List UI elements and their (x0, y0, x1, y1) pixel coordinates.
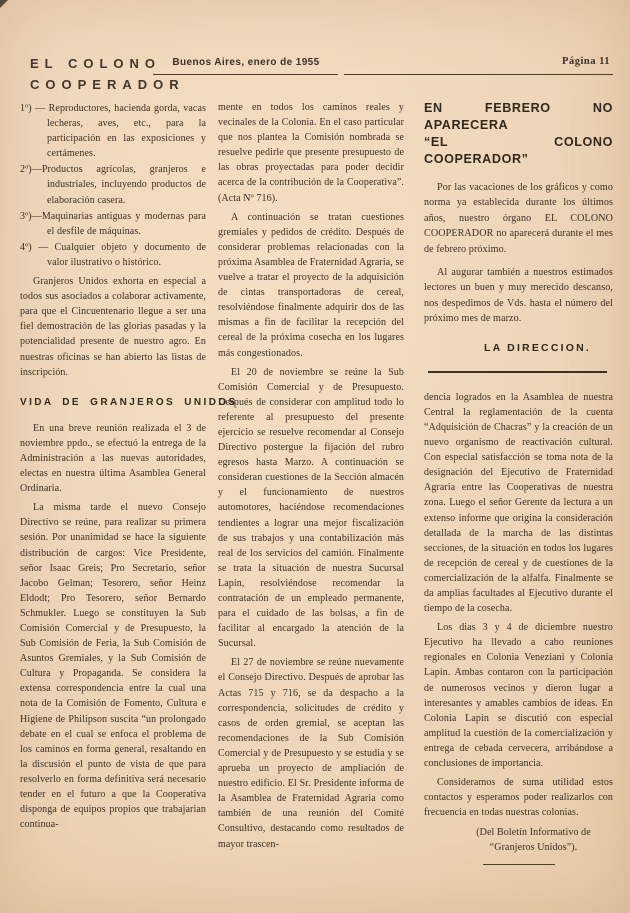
section-heading-vida: VIDA DE GRANJEROS UNIDOS (20, 396, 238, 408)
column-1 (20, 100, 238, 832)
paragraph-contactos: Consideramos de suma utilidad estos contactos y esperamos poder realizarlos con frecuencia en todas nuestras colonias. (424, 777, 613, 819)
list-item-3: 3º)—Maquinarias antiguas y modernas para el desfile de máquinas. (20, 210, 206, 237)
list-item-2: 2º)—Productos agrícolas, granjeros e industriales, incluyendo productos de elaboración casera. (20, 164, 206, 206)
notice-title-line1: EN FEBRERO NO APARECERA (424, 101, 613, 132)
notice-title-line2: “EL COLONO COOPERADOR” (424, 135, 613, 166)
notice-signature: LA DIRECCION. (484, 341, 591, 354)
paragraph-reunion: En una breve reunión realizada el 3 de noviembre ppdo., se efectuó la entrega de la Administración a las nuevas autoridades, electas en nuestra última Asamblea General Ordinaria. (20, 422, 206, 495)
paragraph-20-noviembre: El 20 de noviembre se reúne la Sub Comisión Comercial y de Presupuesto. Después de considerar con amplitud todo lo referente al presupuesto del presente ejercicio se resuelve recomendar al Consejo Directivo postergue la fijación del rubro egresos hasta Marzo. A continuación se consideran cuestiones de la Sección almacén y el funcionamiento de nuestros automotores, haciéndose recomendaciones tendientes a lograr una mejor fiscalización de sus trabajos y una contabilización más real de los servicios del camión. Finalmente se trata la situación de nuestra Sucursal Lapin, resolviéndose recomendar la contratación de un empleado permanente, para el cuidado de las bolsas, a fin de facilitar al encargado la atención de la Sucursal. (218, 366, 404, 650)
column-2 (218, 100, 404, 852)
page-number: Página 11 (562, 56, 610, 67)
dateline: Buenos Aires, enero de 1955 (172, 57, 320, 68)
paragraph-consejo: La misma tarde el nuevo Consejo Directivo se reúne, para realizar su primera sesión. Por unanimidad se hace la siguiente distribución de cargos: Vice Presidente, señor Isaac Greis; Pro Secretario, señor Jacobo Gelman; Tesorero, señor Heinz Eldodt; Pro Tesorero, señor Bernardo Schmukler. Luego se constituyen la Sub Comisión Comercial y de Presupuesto, la Sub Comisión de Feria, la Sub Comisión de Asuntos Gremiales, y la Sub Comisión de Cultura y Propaganda. Se considera la extensa correspondencia entre la cual una nota de la Comisión de Fomento, Cultura e Higiene de Philipson suscita “un prolongado debate en el cual se enfoca el problema de los caminos en forma general, resaltando en la discusión el punto de vista de que para resolverlo en forma definitiva será necesario tender en el futuro a que la Cooperativa disponga de equipos propios que trabajarian continua- (20, 502, 206, 831)
list-item-1: 1º) — Reproductores, hacienda gorda, vacas lecheras, aves, etc., para la participación en las exposiciones y certámenes. (20, 103, 206, 160)
masthead-line2: COOPERADOR (30, 77, 185, 92)
paragraph-asamblea-central: dencia logrados en la Asamblea de nuestra Central la reglamentación de la cuenta “Adquisición de Chacras” y la creación de un nuevo organismo de reactivación cultural. Con especial satisfacción se toma nota de la designación del Ejecutivo de Fraternidad Agraria entre las Cooperativas de nuestra zona. Luego el señor Gerente da lectura a un extenso informe que origina la consideración detallada de la marcha de las distintas secciones, de la situación en todos los lugares de recepción de cereal y de cuestiones de la comercialización de la alfalfa. Finalmente se da amplias facultades al Ejecutivo durante el tiempo de la cosecha. (424, 391, 613, 615)
masthead-line1: EL COLONO (30, 56, 162, 71)
list-item-4: 4º) — Cualquier objeto y documento de valor ilustrativo o histórico. (20, 241, 206, 268)
article-end-rule (483, 864, 555, 865)
notice-paragraph-2: Al augurar también a nuestros estimados lectores un buen y muy merecido descanso, nos despedimos de Vds. hasta el número del próximo mes de marzo. (424, 267, 613, 325)
notice-paragraph-1: Por las vacaciones de los gráficos y como norma ya establecida durante los últimos años, nuestro órgano EL COLONO COOPERADOR no aparecerá durante el mes de febrero próximo. (424, 182, 613, 255)
paragraph-27-noviembre: El 27 de noviembre se reúne nuevamente el Consejo Directivo. Después de aprobar las Actas 715 y 716, se da despacho a la correspondencia, solicitudes de crédito y casos de orden gremial, se aceptan las recomendaciones de la Sub Comisión Comercial y de Presupuesto y se estudia y se aprueba un proyecto de ampliación de nuestro edificio. El Sr. Presidente informa de la Asamblea de Fraternidad Agraria como también de una reunión del Comité Consultivo, destacando como resultados de mayor trascen- (218, 657, 404, 850)
header-rule-center (153, 74, 338, 75)
header-rule-right (344, 74, 613, 75)
column-3 (424, 100, 613, 865)
attribution: (Del Boletín Informativo de “Granjeros Unidos”). (476, 827, 591, 854)
scan-corner-mark (0, 0, 8, 8)
notice-bottom-rule (428, 371, 607, 373)
notice-febrero (424, 100, 613, 356)
notice-title (424, 100, 613, 168)
paragraph-gremiales: A continuación se tratan cuestiones gremiales y pedidos de crédito. Después de considerar problemas relacionadas con la próxima Asamblea de Fraternidad Agraria, se vuelve a tratar el proyecto de la adquisición de cintas transportadoras de cereal, resolviéndose finalmente adquirir dos de las mismas a fin de facilitar la recepción del cereal de la próxima cosecha en los lugares más congestionados. (218, 211, 404, 359)
paragraph-reuniones-regionales: Los dias 3 y 4 de diciembre nuestro Ejecutivo ha llevado a cabo reuniones regionales en Colonia Veneziani y Colonia Lapin. Ambas contaron con la participación de numerosos vecinos y dieron lugar a interesantes y amables cambios de ideas. En Colonia Lapin se discutió con especial amplitud la cuestión de la comercialización y entrega de cebada cervecera, arribándose a conclusiones de importancia. (424, 622, 613, 769)
paragraph-exhorta: Granjeros Unidos exhorta en especial a todos sus asociados a colaborar activamente, para que el Cincuentenario llegue a ser una fiel demostración de las glorias pasadas y la potencialidad presente de nuestro agro. En nuestras oficinas se han abierto las listas de inscripción. (20, 276, 206, 378)
paragraph-caminos: mente en todos los caminos reales y vecinales de la Colonia. En el caso particular que nos plantea la Comisión nombrada se resuelve pedirle que presente presupuesto de las obras proyectadas para poder decidir acerca de la contribución de la Cooperativa”. (Acta Nº 716). (218, 102, 404, 204)
